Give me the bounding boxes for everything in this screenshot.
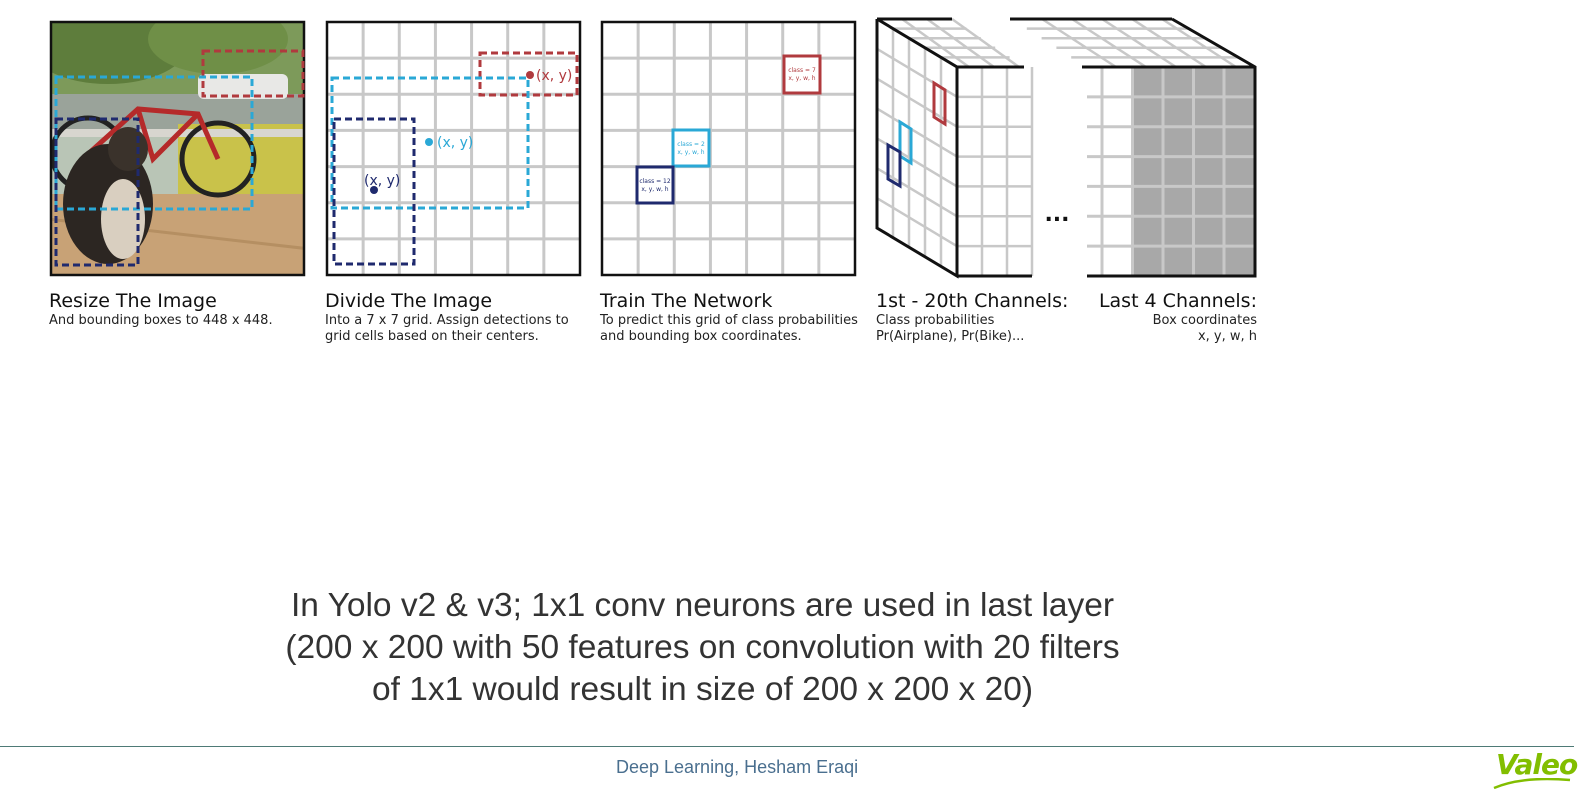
resize-subtitle — [49, 313, 273, 329]
class-12-cell — [637, 167, 673, 203]
class-channels-subtitle-line: Pr(Airplane), Pr(Bike)... — [876, 329, 1025, 344]
divide-subtitle — [325, 313, 569, 345]
resize-subtitle-line: And bounding boxes to 448 x 448. — [49, 313, 273, 328]
bike-center-label: (x, y) — [437, 135, 474, 151]
main-explanation — [240, 585, 1165, 711]
dog-center-label: (x, y) — [364, 173, 401, 189]
train-subtitle-line: To predict this grid of class probabilities — [600, 313, 858, 328]
output-tensor-panel — [872, 14, 1264, 282]
valeo-logo — [1496, 748, 1577, 781]
main-explanation-line: In Yolo v2 & v3; 1x1 conv neurons are used in last layer — [290, 587, 1115, 624]
class-2-cell — [673, 130, 709, 166]
resize-title: Resize The Image — [49, 290, 217, 312]
divide-subtitle-line: Into a 7 x 7 grid. Assign detections to — [325, 313, 569, 328]
box-channels-subtitle-line: x, y, w, h — [1197, 329, 1257, 344]
class-12-coords: x, y, w, h — [641, 186, 669, 193]
car-center-dot — [526, 71, 534, 79]
class-12-label: class = 12 — [639, 178, 671, 185]
class-2-label: class = 2 — [677, 141, 705, 148]
class-channels-block — [877, 19, 1032, 276]
valeo-logo-swoosh — [1492, 778, 1572, 790]
bike-center-dot — [425, 138, 433, 146]
box-channels-title: Last 4 Channels: — [1098, 290, 1257, 312]
main-explanation-line: of 1x1 would result in size of 200 x 200 x 20) — [371, 671, 1034, 708]
box-channels-subtitle-line: Box coordinates — [1152, 313, 1257, 328]
class-channels-subtitle — [876, 313, 1024, 345]
channel-ellipsis: ... — [1044, 202, 1070, 227]
resize-image-panel — [48, 19, 310, 281]
footer-credit: Deep Learning, Hesham Eraqi — [616, 757, 859, 777]
divide-subtitle-line: grid cells based on their centers. — [325, 329, 539, 344]
class-7-coords: x, y, w, h — [788, 75, 816, 82]
divide-title: Divide The Image — [325, 290, 493, 312]
box-channels-block — [1010, 19, 1255, 276]
dog-bike-photo — [48, 19, 310, 281]
car-center-label: (x, y) — [536, 68, 573, 84]
valeo-logo-text: Valeo — [1496, 748, 1578, 781]
divide-image-panel — [324, 19, 586, 281]
train-subtitle — [600, 313, 858, 345]
train-network-panel — [599, 19, 861, 281]
class-channels-title: 1st - 20th Channels: — [876, 290, 1069, 312]
class-7-label: class = 7 — [788, 67, 816, 74]
class-2-coords: x, y, w, h — [677, 149, 705, 156]
train-subtitle-line: and bounding box coordinates. — [600, 329, 802, 344]
train-title: Train The Network — [600, 290, 773, 312]
box-channels-subtitle — [1060, 313, 1257, 345]
main-explanation-line: (200 x 200 with 50 features on convolution with 20 filters — [285, 629, 1120, 666]
class-channels-subtitle-line: Class probabilities — [876, 313, 995, 328]
footer-divider — [0, 746, 1574, 747]
